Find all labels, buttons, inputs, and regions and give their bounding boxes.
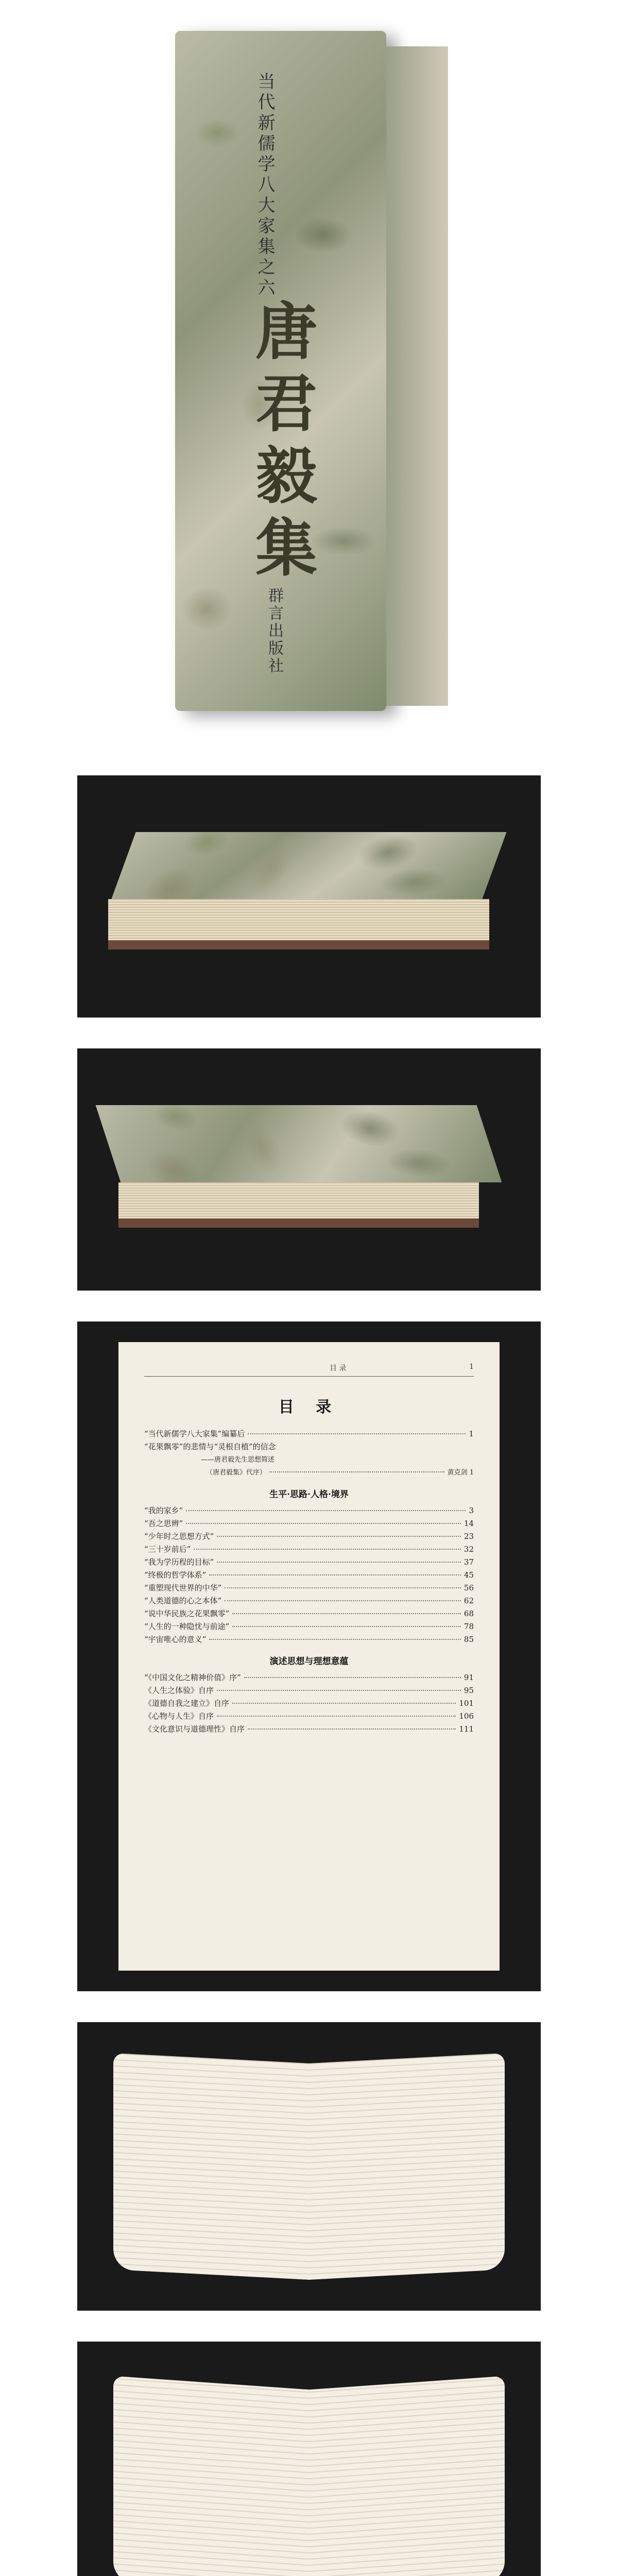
open-book [113,2058,505,2275]
book-cover-bottom [108,940,489,950]
toc-entry[interactable]: “少年时之思想方式” 23 [144,1532,474,1541]
toc-entry[interactable]: “人生的一种隐忧与前途” 78 [144,1622,474,1631]
right-page [309,2053,505,2280]
toc-entry[interactable]: “说中华民族之花果飘零” 68 [144,1609,474,1618]
toc-entry-sub: （唐君毅集》代序） 黄克剑 1 [206,1469,474,1477]
left-page [113,2053,309,2280]
spine-publisher: 群言出版社 [265,587,283,675]
right-page [309,2376,505,2576]
toc-entry[interactable]: “《中国文化之精神价值》序” 91 [144,1673,474,1682]
book-top [96,1105,502,1182]
book-body-edge [386,46,448,706]
toc-entry[interactable]: 《文化意识与道德理性》自序 111 [144,1724,474,1734]
photo-book-lying-1 [77,775,541,1018]
toc-section-1-list [144,1505,474,1647]
spine-title: 唐君毅集 [245,299,318,587]
book-cover-bottom [118,1218,479,1228]
toc-entry[interactable]: “我为学历程的目标” 37 [144,1557,474,1567]
toc-entry[interactable]: 《心物与人生》自序 106 [144,1711,474,1721]
toc-entry[interactable]: 《人生之体验》自序 95 [144,1686,474,1695]
toc-section-heading-1: 生平·思路·人格·境界 [269,1489,349,1500]
spine-series: 当代新儒学八大家集之六 [254,72,275,299]
toc-section-heading-2: 演述思想与理想意蕴 [269,1656,349,1667]
book-pages-edge [118,1182,479,1218]
toc-front-list [144,1428,474,1480]
left-page [113,2376,309,2576]
photo-open-book-1 [77,2022,541,2311]
toc-header-left: 目 录 [330,1364,347,1372]
photo-book-lying-2 [77,1048,541,1291]
toc-entry[interactable]: “当代新儒学八大家集”编纂后 1 [144,1429,474,1438]
toc-entry[interactable]: “花果飘零”的悲情与“灵根自植”的信念 [144,1442,276,1451]
toc-entry[interactable]: 《道德自我之建立》自序 101 [144,1699,474,1708]
book-pages-edge [108,899,489,940]
toc-entry[interactable]: “人类道德的心之本体” 62 [144,1596,474,1605]
toc-title: 目 录 [278,1398,340,1416]
toc-header-page: 1 [469,1363,474,1371]
toc-entry-sub: ——唐君毅先生思想简述 [201,1456,275,1464]
open-book [113,2383,505,2576]
photo-spine-upright [77,0,541,744]
book-spine [175,31,386,711]
toc-running-header [144,1363,474,1377]
book-top [111,832,506,899]
toc-page [118,1342,500,1971]
photo-toc-page [77,1321,541,1991]
toc-entry[interactable]: “宇宙唯心的意义” 85 [144,1635,474,1644]
toc-entry[interactable]: “吾之思辨” 14 [144,1519,474,1528]
toc-section-2-list [144,1672,474,1736]
toc-entry[interactable]: “三十岁前后” 32 [144,1545,474,1554]
photo-open-book-2 [77,2342,541,2576]
toc-entry[interactable]: “重塑现代世界的中华” 56 [144,1583,474,1592]
toc-entry[interactable]: “终极的哲学体系” 45 [144,1570,474,1580]
toc-entry[interactable]: “我的家乡” 3 [144,1506,474,1515]
